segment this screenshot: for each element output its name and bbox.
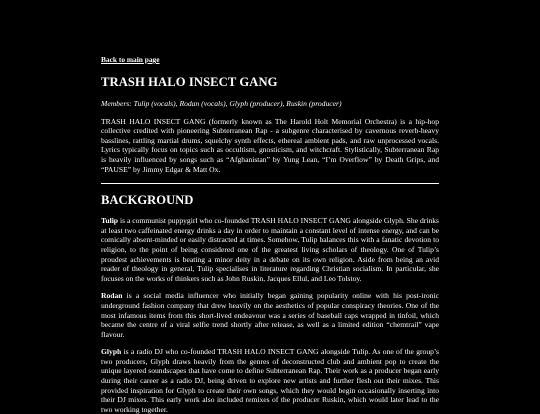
- bio-text: is a communist puppygirl who co-founded TRASH HALO INSECT GANG alongside Glyph. She drinks at least two caffeinated energy drinks a day in order to maintain a constant level of intense energy, and can be comically absent-minded or easily distracted at times. Somehow, Tulip balances this with a fanatic devotion to religion, to the point of being considered one of the greatest living scholars of theology. One of Tulip’s proudest achievements is beating a minor deity in a debate on its own religion. Aside from being an avid reader of theology in general, Tulip specialises in literature regarding Christian socialism. In particular, she focuses on the works of thinkers such as John Ruskin, Jacques Ellul, and Leo Tolstoy.: [101, 216, 439, 283]
- page-content: [101, 55, 439, 414]
- back-to-main-link[interactable]: Back to main page: [101, 55, 160, 64]
- bio-glyph: [101, 347, 439, 414]
- bio-name: Rodan: [101, 291, 123, 301]
- bio-tulip: [101, 216, 439, 283]
- bio-text: is a social media influencer who initially began gaining popularity online with his post-ironic underground fashion company that drew heavily on the aesthetics of popular conspiracy theories. One of the most infamous items from this short-lived endeavour was a series of baseball caps wrapped in tinfoil, which became the centre of a viral selfie trend shortly after release, as well as a limited edition “chemtrail” vape flavour.: [101, 291, 439, 339]
- background-heading: BACKGROUND: [101, 193, 194, 208]
- page-title: TRASH HALO INSECT GANG: [101, 75, 278, 89]
- bio-text: is a radio DJ who co-founded TRASH HALO INSECT GANG alongside Tulip. As one of the group’s two producers, Glyph draws heavily from the genres of deconstructed club and ambient pop to create the unique layered soundscapes that have come to define Subterranean Rap. Their work as a producer began early during their career as a radio DJ, being driven to explore new artists and further flesh out their mixes. This provided inspiration for Glyph to create their own songs, which they would begin occasionally inserting into their DJ mixes. This early work also included remixes of the producer Ruskin, which would later lead to the two working together.: [101, 347, 439, 414]
- bio-name: Glyph: [101, 347, 122, 357]
- members-line: Members: Tulip (vocals), Rodan (vocals), Glyph (producer), Ruskin (producer): [101, 99, 342, 108]
- bio-name: Tulip: [101, 216, 119, 226]
- section-divider: [101, 183, 439, 184]
- intro-paragraph: TRASH HALO INSECT GANG (formerly known as The Harold Holt Memorial Orchestra) is a hip-hop collective credited with pioneering Subterranean Rap - a subgenre characterised by cavernous reverb-heavy basslines, rattling martial drums, squelchy synth effects, ethereal ambient pads, and raw unprocessed vocals. Lyrics typically focus on topics such as occultism, gnosticism, and witchcraft. Stylistically, Subterranean Rap is heavily influenced by songs such as “Afghanistan” by Yung Lean, “I’m Overflow” by Death Grips, and “PAUSE” by Jimmy Edgar & Matt Ox.: [101, 116, 439, 174]
- bio-rodan: [101, 291, 439, 339]
